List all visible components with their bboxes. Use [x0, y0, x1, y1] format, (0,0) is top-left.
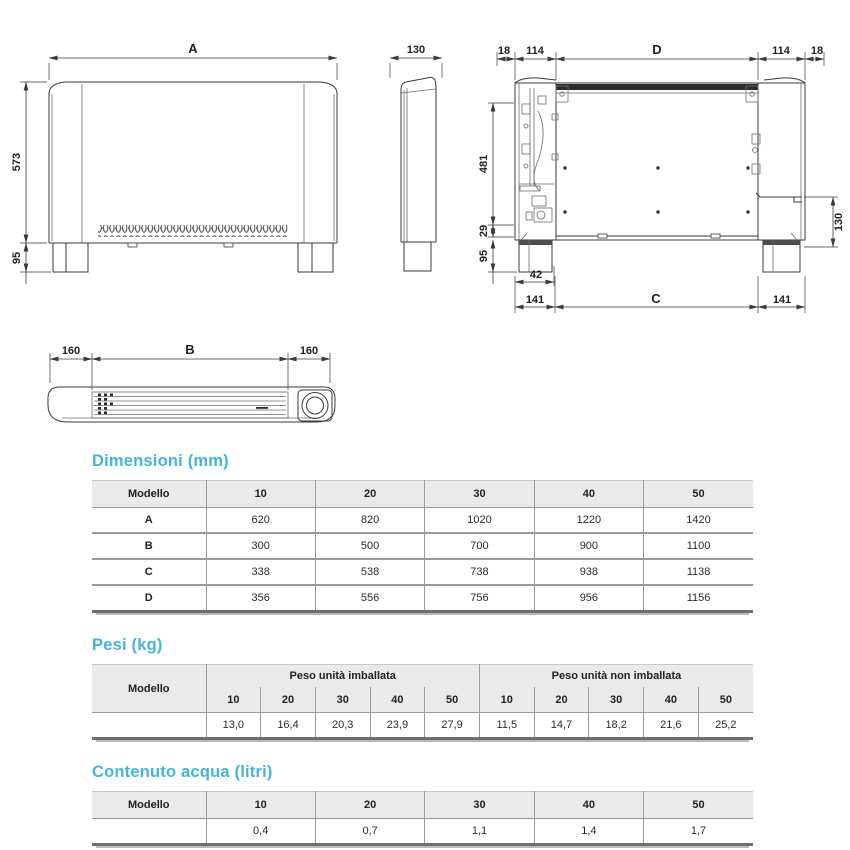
- cell: 356: [206, 585, 315, 610]
- dim-label-141-right: 141: [772, 294, 792, 306]
- cell: 556: [315, 585, 424, 610]
- weights-data-row: [92, 713, 753, 738]
- water-table-wrap: [92, 791, 753, 846]
- header-cell-20: 20: [315, 792, 424, 819]
- dim-label-29: 29: [478, 224, 490, 238]
- cell: 16,4: [261, 713, 316, 738]
- dim-label-573: 573: [11, 152, 23, 172]
- header-cell-modello: Modello: [127, 682, 170, 695]
- header-cell-50: 50: [644, 792, 753, 819]
- dimensions-table: [92, 480, 753, 610]
- row-label: B: [144, 540, 153, 552]
- cell: 338: [206, 559, 315, 585]
- cell: 1020: [425, 508, 534, 534]
- cell: 1,4: [534, 819, 643, 844]
- subheader-cell: 30: [315, 687, 370, 713]
- dim-label-18-left: 18: [497, 45, 511, 57]
- front-left-foot: [53, 243, 88, 272]
- side-view-unit: [401, 77, 436, 271]
- spec-tables: [92, 452, 753, 846]
- cell: 1220: [534, 508, 643, 534]
- rear-view-dimension-top: [497, 42, 824, 80]
- header-cell-40: 40: [534, 792, 643, 819]
- weights-group-header-row: [92, 665, 753, 688]
- header-cell-40: 40: [534, 481, 643, 508]
- front-view-dimension-height: [11, 82, 51, 284]
- dim-label-481: 481: [478, 154, 490, 174]
- top-view-knob: [298, 390, 332, 421]
- front-view-drawing: [0, 30, 372, 292]
- dim-label-130-side: 130: [406, 44, 426, 56]
- cell: 538: [315, 559, 424, 585]
- subheader-cell: 10: [206, 687, 261, 713]
- water-header-row: [92, 792, 753, 819]
- cell: 820: [315, 508, 424, 534]
- dim-label-18-right: 18: [810, 45, 824, 57]
- dim-label-141-left: 141: [525, 294, 545, 306]
- front-view-unit: [49, 82, 337, 272]
- cell-empty: [92, 713, 206, 738]
- dim-label-95: 95: [11, 251, 23, 265]
- cell: 1,1: [425, 819, 534, 844]
- cell: 738: [425, 559, 534, 585]
- dim-label-42: 42: [529, 269, 543, 281]
- side-view-dimension-depth: [390, 44, 442, 78]
- cell: 21,6: [644, 713, 699, 738]
- top-view-dimension: [50, 342, 330, 390]
- cell: 23,9: [370, 713, 425, 738]
- rear-view-dimension-bottom: [515, 276, 805, 313]
- subheader-cell: 50: [698, 687, 753, 713]
- table-row-B: [92, 533, 753, 559]
- header-cell-20: 20: [315, 481, 424, 508]
- cell: 13,0: [206, 713, 261, 738]
- weights-table: [92, 664, 753, 737]
- weights-title: Pesi (kg): [92, 636, 163, 654]
- dim-label-95-rear: 95: [478, 249, 490, 263]
- side-foot: [404, 242, 431, 271]
- row-label: C: [144, 566, 153, 578]
- dim-label-A: A: [188, 41, 198, 56]
- table-row-D: [92, 585, 753, 610]
- top-view-drawing: [28, 330, 368, 448]
- dim-label-114-left: 114: [526, 45, 544, 57]
- header-cell-10: 10: [206, 481, 315, 508]
- table-row-C: [92, 559, 753, 585]
- header-cell-modello: Modello: [92, 481, 206, 508]
- cell: 1,7: [644, 819, 753, 844]
- front-right-foot: [298, 243, 333, 272]
- weights-table-wrap: [92, 664, 753, 740]
- side-view-drawing: [375, 30, 475, 292]
- group-header-unpacked: Peso unità non imballata: [479, 665, 753, 688]
- cell: 500: [315, 533, 424, 559]
- front-view-dimension-width: [49, 41, 337, 80]
- dim-label-160-right: 160: [299, 345, 319, 357]
- row-label: D: [144, 592, 153, 604]
- cell: 1100: [644, 533, 753, 559]
- cell: 11,5: [479, 713, 534, 738]
- dim-label-C: C: [651, 291, 661, 306]
- subheader-cell: 10: [479, 687, 534, 713]
- cell: 756: [425, 585, 534, 610]
- rear-view-dimension-pipe: [515, 266, 554, 286]
- front-grille: [98, 225, 288, 237]
- dimensions-table-wrap: [92, 480, 753, 613]
- cell: 18,2: [589, 713, 644, 738]
- cell: 20,3: [315, 713, 370, 738]
- cell: 1138: [644, 559, 753, 585]
- top-view-unit: [48, 387, 335, 422]
- cell: 700: [425, 533, 534, 559]
- header-cell-10: 10: [206, 792, 315, 819]
- subheader-cell: 20: [261, 687, 316, 713]
- group-header-packed: Peso unità imballata: [206, 665, 479, 688]
- subheader-cell: 20: [534, 687, 589, 713]
- header-cell-30: 30: [425, 481, 534, 508]
- water-title: Contenuto acqua (litri): [92, 763, 273, 781]
- cell: 620: [206, 508, 315, 534]
- subheader-cell: 30: [589, 687, 644, 713]
- dim-label-160-left: 160: [61, 345, 81, 357]
- table-row-A: [92, 508, 753, 534]
- header-cell-30: 30: [425, 792, 534, 819]
- cell: 1420: [644, 508, 753, 534]
- dim-label-D: D: [652, 42, 662, 57]
- cell: 1156: [644, 585, 753, 610]
- dimensions-title: Dimensioni (mm): [92, 452, 229, 470]
- dim-label-B: B: [185, 342, 195, 357]
- rear-hydraulic-details: [519, 88, 558, 222]
- header-cell-modello: Modello: [92, 792, 206, 819]
- cell: 14,7: [534, 713, 589, 738]
- cell: 27,9: [425, 713, 480, 738]
- rear-view-drawing: [478, 26, 850, 326]
- cell: 956: [534, 585, 643, 610]
- cell: 300: [206, 533, 315, 559]
- cell: 0,4: [206, 819, 315, 844]
- cell: 938: [534, 559, 643, 585]
- rear-view-dimension-right: [804, 197, 845, 247]
- dim-label-114-right: 114: [772, 45, 790, 57]
- dimensions-header-row: [92, 481, 753, 508]
- subheader-cell: 40: [644, 687, 699, 713]
- row-label: A: [144, 514, 153, 526]
- cell: 25,2: [698, 713, 753, 738]
- cell-empty: [92, 819, 206, 844]
- rear-view-unit: [515, 78, 805, 272]
- cell: 900: [534, 533, 643, 559]
- cell: 0,7: [315, 819, 424, 844]
- rear-view-dimension-left: [478, 103, 517, 284]
- subheader-cell: 40: [370, 687, 425, 713]
- water-table: [92, 791, 753, 843]
- water-data-row: [92, 819, 753, 844]
- header-cell-50: 50: [644, 481, 753, 508]
- dim-label-130-rear: 130: [833, 212, 845, 232]
- subheader-cell: 50: [425, 687, 480, 713]
